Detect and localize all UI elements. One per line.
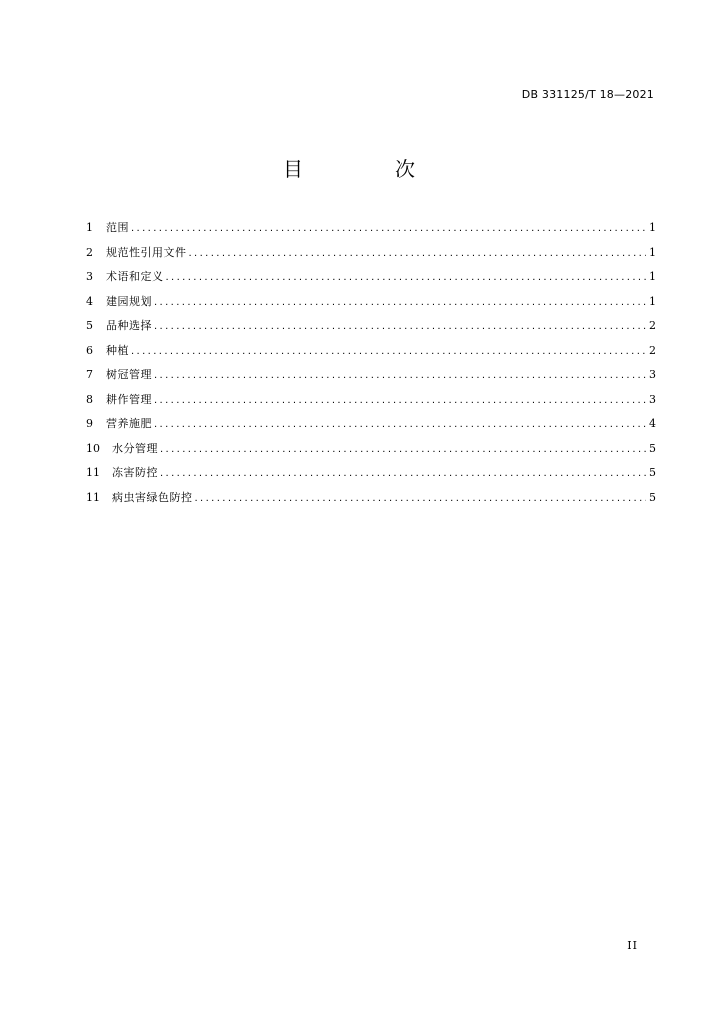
toc-entry-label: 术语和定义 — [106, 270, 164, 283]
toc-leader-dots — [158, 444, 646, 455]
toc-entry-label: 树冠管理 — [106, 368, 152, 381]
toc-entry-page: 2 — [649, 343, 656, 357]
toc-entry-number: 10 — [86, 441, 100, 455]
toc-entry-label: 种植 — [106, 343, 129, 357]
toc-entry-label: 品种选择 — [106, 319, 152, 332]
toc-entry[interactable] — [86, 268, 656, 293]
toc-leader-dots — [152, 321, 646, 332]
toc-leader-dots — [152, 370, 646, 381]
toc-entry-label: 耕作管理 — [106, 392, 152, 406]
toc-entry-page: 1 — [649, 270, 656, 283]
toc-leader-dots — [158, 468, 646, 479]
toc-entry-number: 1 — [86, 221, 93, 234]
toc-entry[interactable] — [86, 464, 656, 489]
page-number: II — [627, 939, 638, 952]
toc-entry-number: 5 — [86, 319, 93, 332]
toc-entry[interactable] — [86, 342, 656, 367]
toc-entry-page: 1 — [649, 294, 656, 308]
toc-entry-page: 3 — [649, 392, 656, 406]
toc-entry-number: 6 — [86, 343, 93, 357]
toc-entry-label: 水分管理 — [112, 441, 158, 455]
toc-entry-label: 冻害防控 — [112, 466, 158, 479]
toc-entry[interactable] — [86, 293, 656, 318]
toc-entry-page: 2 — [649, 319, 656, 332]
toc-entry[interactable] — [86, 244, 656, 269]
toc-entry-label: 营养施肥 — [106, 417, 152, 430]
toc-leader-dots — [164, 272, 647, 283]
toc-title: 目 次 — [283, 157, 451, 181]
toc-leader-dots — [152, 419, 646, 430]
toc-leader-dots — [187, 248, 647, 259]
toc-entry-page: 3 — [649, 368, 656, 381]
toc-entry-label: 病虫害绿色防控 — [112, 490, 193, 504]
toc-entry[interactable] — [86, 391, 656, 416]
toc-entry-number: 7 — [86, 368, 93, 381]
toc-entry-label: 建园规划 — [106, 294, 152, 308]
toc-entry-page: 1 — [649, 245, 656, 259]
toc-entry-page: 4 — [649, 417, 656, 430]
toc-entry-number: 9 — [86, 417, 93, 430]
toc-entry[interactable] — [86, 317, 656, 342]
toc-entry[interactable] — [86, 489, 656, 514]
toc-entry-number: 2 — [86, 245, 93, 259]
toc-entry[interactable] — [86, 366, 656, 391]
toc-entry[interactable] — [86, 219, 656, 244]
toc-entry-number: 11 — [86, 490, 100, 504]
toc-entry-label: 范围 — [106, 221, 129, 234]
toc-leader-dots — [129, 223, 646, 234]
toc-entry-number: 3 — [86, 270, 93, 283]
toc-leader-dots — [193, 493, 647, 504]
toc-entry-page: 1 — [649, 221, 656, 234]
toc-entry-page: 5 — [649, 490, 656, 504]
toc-entry[interactable] — [86, 440, 656, 465]
toc-entry-number: 8 — [86, 392, 93, 406]
toc-entry-label: 规范性引用文件 — [106, 245, 187, 259]
toc-entry[interactable] — [86, 415, 656, 440]
toc-entry-page: 5 — [649, 466, 656, 479]
toc-entry-number: 11 — [86, 466, 100, 479]
toc-leader-dots — [152, 297, 646, 308]
toc-entry-page: 5 — [649, 441, 656, 455]
toc-leader-dots — [152, 395, 646, 406]
toc-leader-dots — [129, 346, 646, 357]
standard-code: DB 331125/T 18—2021 — [521, 88, 654, 101]
table-of-contents — [86, 219, 656, 513]
toc-entry-number: 4 — [86, 294, 93, 308]
